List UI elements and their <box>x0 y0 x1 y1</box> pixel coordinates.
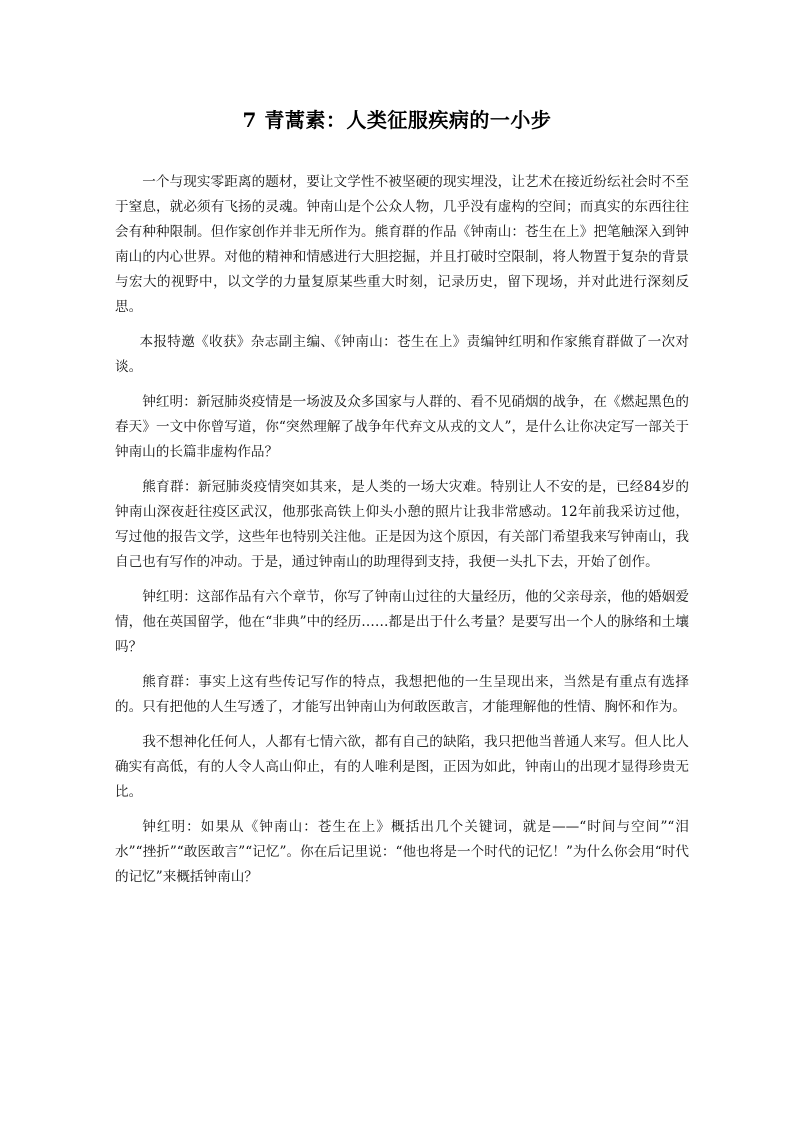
paragraph-question-2: 钟红明：这部作品有六个章节，你写了钟南山过往的大量经历，他的父亲母亲，他的婚姻爱情，他在英国留学，他在“非典”中的经历……都是出于什么考量？是要写出一个人的脉络和土壤吗？ <box>115 589 689 655</box>
paragraph-question-3: 钟红明：如果从《钟南山：苍生在上》概括出几个关键词，就是——“时间与空间”“泪水”“挫折”“敢医敢言”“记忆”。你在后记里说：“他也将是一个时代的记忆！”为什么你会用“时代的记忆”来概括钟南山？ <box>115 819 689 885</box>
paragraph-answer-2: 熊育群：事实上这有些传记写作的特点，我想把他的一生呈现出来，当然是有重点有选择的。只有把他的人生写透了，才能写出钟南山为何敢医敢言，才能理解他的性情、胸怀和作为。 <box>115 674 689 715</box>
document-title: 7 青蒿素：人类征服疾病的一小步 <box>242 108 552 132</box>
paragraph-answer-1: 熊育群：新冠肺炎疫情突如其来，是人类的一场大灾难。特别让人不安的是，已经84岁的钟南山深夜赶往疫区武汉，他那张高铁上仰头小憩的照片让我非常感动。12年前我采访过他，写过他的报告文学，这些年也特别关注他。正是因为这个原因，有关部门希望我来写钟南山，我自己也有写作的冲动。于是，通过钟南山的助理得到支持，我便一头扎下去，开始了创作。 <box>115 479 689 570</box>
paragraph-question-1: 钟红明：新冠肺炎疫情是一场波及众多国家与人群的、看不见硝烟的战争，在《燃起黑色的春天》一文中你曾写道，你“突然理解了战争年代弃文从戎的文人”，是什么让你决定写一部关于钟南山的长篇非虚构作品？ <box>115 394 689 460</box>
paragraph-intro: 一个与现实零距离的题材，要让文学性不被坚硬的现实埋没，让艺术在接近纷纭社会时不至于窒息，就必须有飞扬的灵魂。钟南山是个公众人物，几乎没有虚构的空间；而真实的东西往往会有种种限制。但作家创作并非无所作为。熊育群的作品《钟南山：苍生在上》把笔触深入到钟南山的内心世界。对他的精神和情感进行大胆挖掘，并且打破时空限制，将人物置于复杂的背景与宏大的视野中，以文学的力量复原某些重大时刻，记录历史，留下现场，并对此进行深刻反思。 <box>115 174 689 315</box>
document-body <box>115 170 689 900</box>
paragraph-interview-note: 本报特邀《收获》杂志副主编、《钟南山：苍生在上》责编钟红明和作家熊育群做了一次对谈。 <box>115 334 689 375</box>
paragraph-answer-2-continued: 我不想神化任何人，人都有七情六欲，都有自己的缺陷，我只把他当普通人来写。但人比人确实有高低，有的人令人高山仰止，有的人唯利是图，正因为如此，钟南山的出现才显得珍贵无比。 <box>115 734 689 800</box>
